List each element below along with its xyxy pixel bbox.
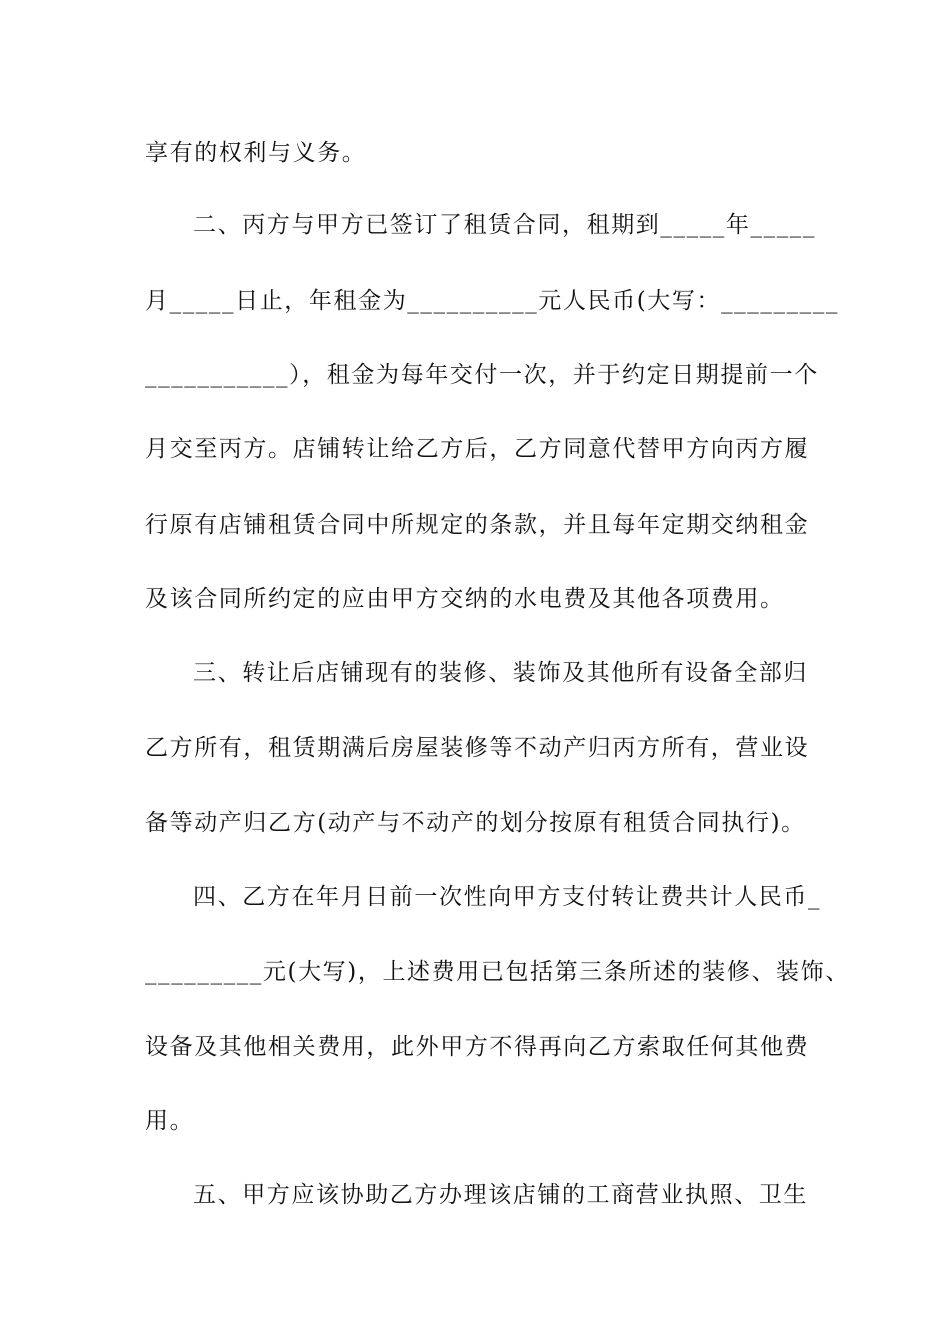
text-line-6: 行原有店铺租赁合同中所规定的条款，并且每年定期交纳租金 [145,512,810,538]
text-line-8: 三、转让后店铺现有的装修、装饰及其他所有设备全部归 [193,660,808,686]
text-line-13: 设备及其他相关费用，此外甲方不得再向乙方索取任何其他费 [145,1034,810,1060]
text-line-9: 乙方所有，租赁期满后房屋装修等不动产归丙方所有，营业设 [145,735,810,761]
text-line-2: 二、丙方与甲方已签订了租赁合同，租期到_____年_____ [193,212,816,238]
text-line-11: 四、乙方在年月日前一次性向甲方支付转让费共计人民币_ [193,884,822,910]
text-line-10: 备等动产归乙方(动产与不动产的划分按原有租赁合同执行)。 [145,810,806,836]
text-line-5: 月交至丙方。店铺转让给乙方后，乙方同意代替甲方向丙方履 [145,436,810,462]
text-line-7: 及该合同所约定的应由甲方交纳的水电费及其他各项费用。 [145,586,785,612]
text-line-3: 月_____日止，年租金为__________元人民币(大写：_________ [145,288,839,314]
text-line-1: 享有的权利与义务。 [145,140,367,166]
text-line-12: _________元(大写)，上述费用已包括第三条所述的装修、装饰、 [145,959,850,985]
text-line-15: 五、甲方应该协助乙方办理该店铺的工商营业执照、卫生 [193,1182,808,1208]
text-line-14: 用。 [145,1108,195,1134]
text-line-4: ___________），租金为每年交付一次，并于约定日期提前一个 [145,362,819,388]
